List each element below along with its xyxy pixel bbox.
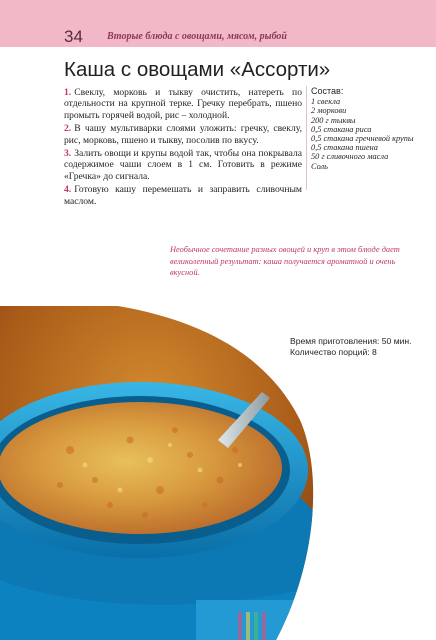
ingredient-item: Соль (311, 161, 328, 171)
ingredient-item: 0,5 стакана риса (311, 124, 372, 134)
step-text: Залить овощи и крупы водой так, чтобы она покрывала содержимое чаши слоем в 1 см. Готовить в режиме «Гречка» до сигнала. (64, 148, 302, 182)
step-text: Свеклу, морковь и тыкву очистить, натереть по отдельности на крупной терке. Гречку перебрать, пшено промыть горячей водой, рис – холодной. (64, 87, 302, 121)
page-number: 34 (64, 27, 83, 46)
ingredient-item: 50 г сливочного масла (311, 152, 389, 162)
recipe-title: Каша с овощами «Ассорти» (64, 58, 331, 81)
ingredients-heading: Состав: (311, 86, 344, 96)
step-text: Готовую кашу перемешать и заправить сливочным маслом. (64, 184, 302, 207)
step-number: 2. (64, 123, 72, 135)
step-text: В чашу мультиварки слоями уложить: гречку, свеклу, рис, морковь, пшено и тыкву, посолив по вкусу. (64, 123, 302, 146)
ingredient-item: 2 моркови (311, 106, 347, 116)
servings: Количество порций: 8 (290, 346, 377, 357)
cooking-time: Время приготовления: 50 мин. (290, 336, 412, 346)
section-title: Вторые блюда с овощами, мясом, рыбой (107, 31, 287, 42)
recipe-note: Необычное сочетание разных овощей и круп в этом блюде дает великолепный результат: каша получается ароматной и очень вкусной. (170, 245, 400, 278)
step-number: 1. (64, 87, 72, 98)
step-number: 4. (64, 184, 72, 196)
ingredient-item: 200 г тыквы (311, 115, 356, 125)
ingredient-item: 1 свекла (311, 97, 341, 107)
ingredient-item: 0,5 стакана пшена (311, 143, 378, 153)
step-number: 3. (64, 148, 72, 160)
ingredient-item: 0,5 стакана гречневой крупы (311, 134, 414, 144)
